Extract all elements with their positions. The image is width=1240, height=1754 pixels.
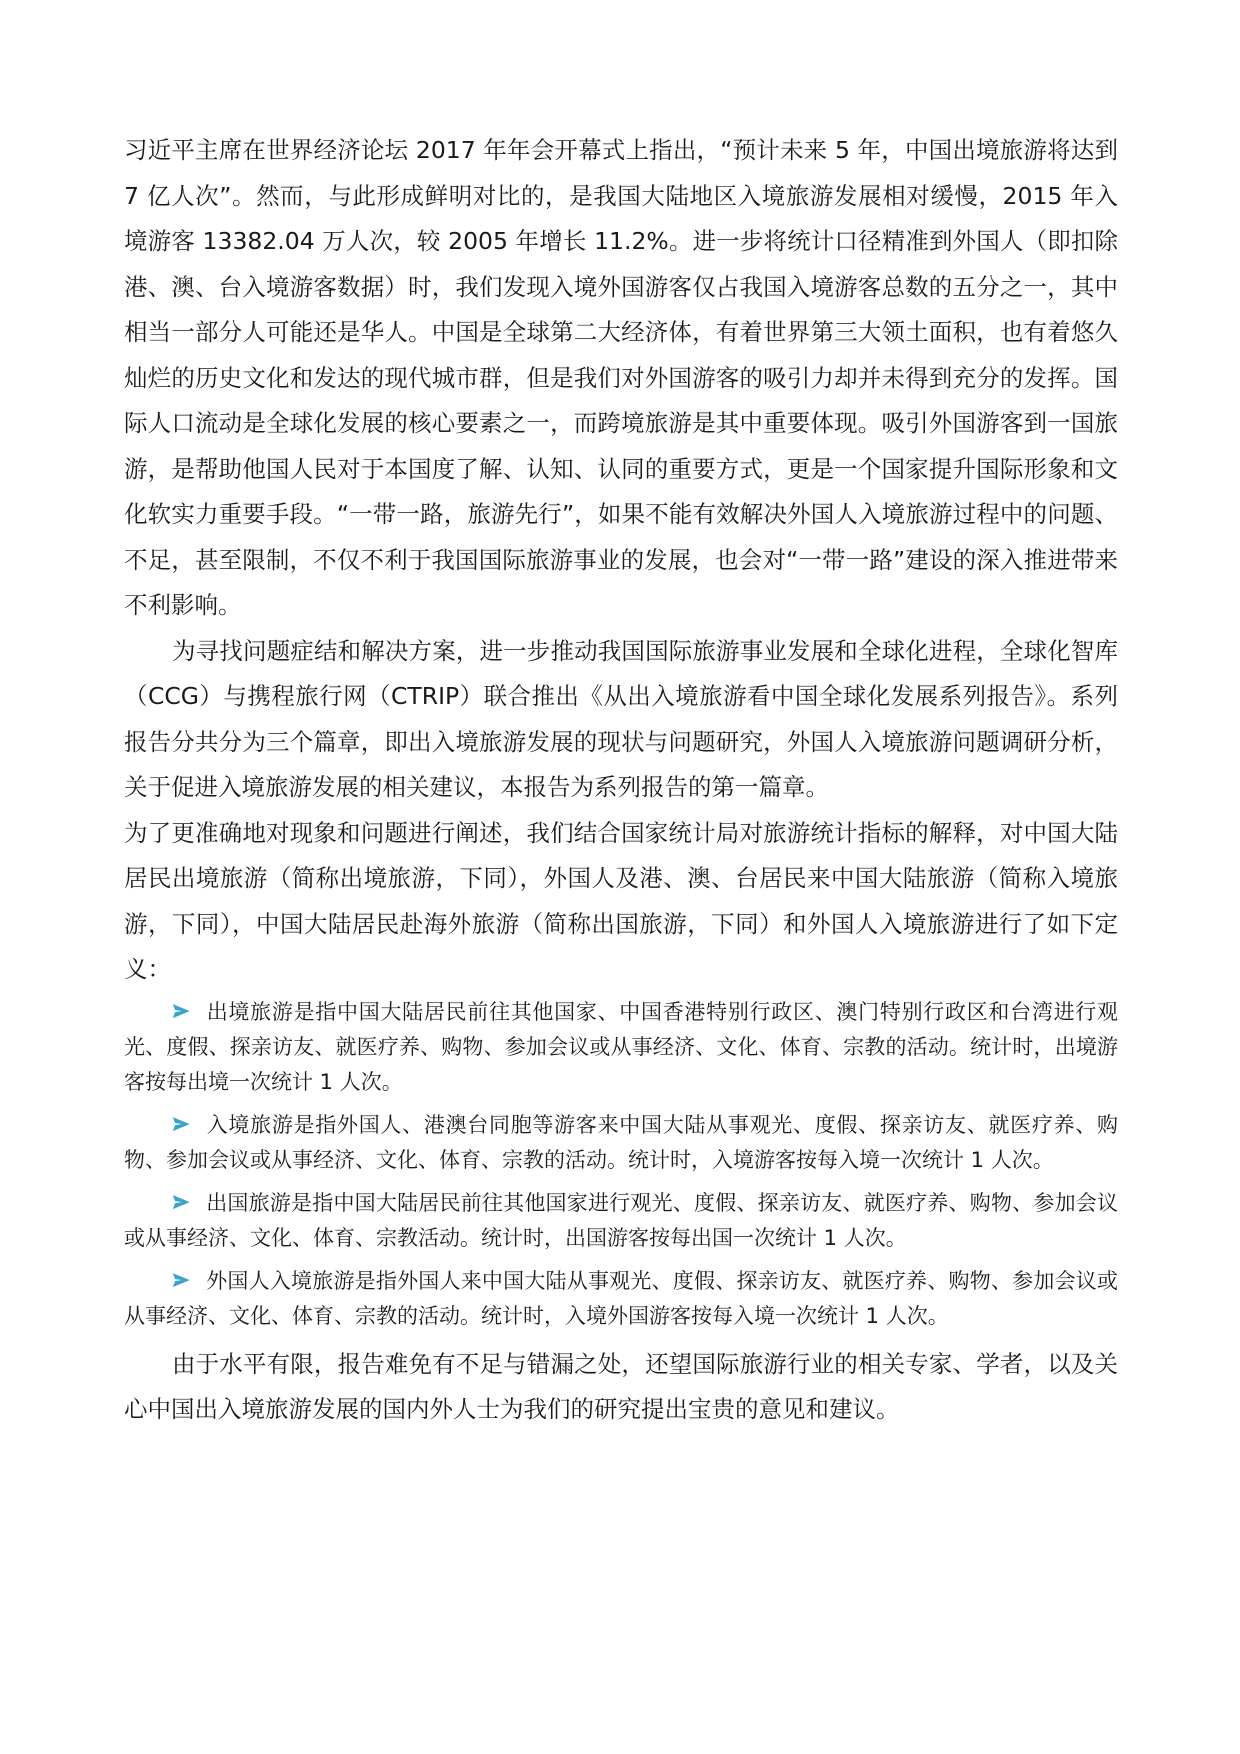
airplane-icon bbox=[170, 1113, 192, 1135]
definition-text: 出境旅游是指中国大陆居民前往其他国家、中国香港特别行政区、澳门特别行政区和台湾进行观光、度假、探亲访友、就医疗养、购物、参加会议或从事经济、文化、体育、宗教的活动。统计时，出境游客按每出境一次统计 1 人次。 bbox=[124, 999, 1118, 1094]
definition-text: 外国人入境旅游是指外国人来中国大陆从事观光、度假、探亲访友、就医疗养、购物、参加会议或从事经济、文化、体育、宗教的活动。统计时，入境外国游客按每入境一次统计 1 人次。 bbox=[124, 1268, 1118, 1328]
closing-paragraph: 由于水平有限，报告难免有不足与错漏之处，还望国际旅游行业的相关专家、学者，以及关心中国出入境旅游发展的国内外人士为我们的研究提出宝贵的意见和建议。 bbox=[124, 1349, 1118, 1423]
definition-item bbox=[124, 1264, 1118, 1334]
series-paragraph: 为寻找问题症结和解决方案，进一步推动我国国际旅游事业发展和全球化进程，全球化智库（CCG）与携程旅行网（CTRIP）联合推出《从出入境旅游看中国全球化发展系列报告》。系列报告分共分为三个篇章，即出入境旅游发展的现状与问题研究，外国人入境旅游问题调研分析，关于促进入境旅游发展的相关建议，本报告为系列报告的第一篇章。 bbox=[124, 636, 1118, 801]
airplane-icon bbox=[170, 1000, 192, 1022]
definition-item bbox=[124, 995, 1118, 1100]
definitions-intro: 为了更准确地对现象和问题进行阐述，我们结合国家统计局对旅游统计指标的解释，对中国大陆居民出境旅游（简称出境旅游，下同），外国人及港、澳、台居民来中国大陆旅游（简称入境旅游，下同），中国大陆居民赴海外旅游（简称出国旅游，下同）和外国人入境旅游进行了如下定义： bbox=[124, 818, 1118, 983]
document-page bbox=[124, 128, 1118, 1433]
definition-item bbox=[124, 1186, 1118, 1256]
definition-text: 出国旅游是指中国大陆居民前往其他国家进行观光、度假、探亲访友、就医疗养、购物、参加会议或从事经济、文化、体育、宗教活动。统计时，出国游客按每出国一次统计 1 人次。 bbox=[124, 1190, 1118, 1250]
airplane-icon bbox=[170, 1191, 192, 1213]
definition-item bbox=[124, 1108, 1118, 1178]
definition-text: 入境旅游是指外国人、港澳台同胞等游客来中国大陆从事观光、度假、探亲访友、就医疗养、购物、参加会议或从事经济、文化、体育、宗教的活动。统计时，入境游客按每入境一次统计 1 人次。 bbox=[124, 1112, 1118, 1172]
airplane-icon bbox=[170, 1269, 192, 1291]
intro-paragraph: 习近平主席在世界经济论坛 2017 年年会开幕式上指出，“预计未来 5 年，中国出境旅游将达到 7 亿人次”。然而，与此形成鲜明对比的，是我国大陆地区入境旅游发展相对缓慢，2015 年入境游客 13382.04 万人次，较 2005 年增长 11.2%。进一步将统计口径精准到外国人（即扣除港、澳、台入境游客数据）时，我们发现入境外国游客仅占我国入境游客总数的五分之一，其中相当一部分人可能还是华人。中国是全球第二大经济体，有着世界第三大领土面积，也有着悠久灿烂的历史文化和发达的现代城市群，但是我们对外国游客的吸引力却并未得到充分的发挥。国际人口流动是全球化发展的核心要素之一，而跨境旅游是其中重要体现。吸引外国游客到一国旅游，是帮助他国人民对于本国度了解、认知、认同的重要方式，更是一个国家提升国际形象和文化软实力重要手段。“一带一路，旅游先行”，如果不能有效解决外国人入境旅游过程中的问题、不足，甚至限制，不仅不利于我国国际旅游事业的发展，也会对“一带一路”建设的深入推进带来不利影响。 bbox=[124, 136, 1118, 619]
definitions-list bbox=[124, 995, 1118, 1334]
